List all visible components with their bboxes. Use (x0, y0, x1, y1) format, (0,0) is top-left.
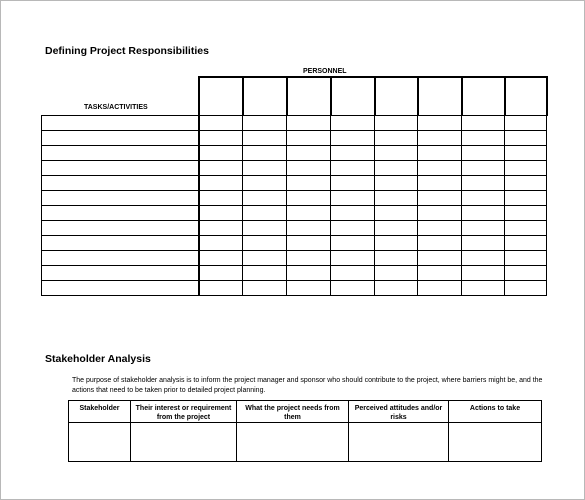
responsibility-cell[interactable] (505, 206, 547, 221)
responsibility-cell[interactable] (199, 206, 243, 221)
responsibility-cell[interactable] (287, 191, 331, 206)
responsibility-cell[interactable] (243, 236, 287, 251)
stakeholder-title: Stakeholder Analysis (45, 353, 151, 365)
responsibility-cell[interactable] (462, 176, 505, 191)
responsibility-cell[interactable] (418, 191, 462, 206)
responsibility-cell[interactable] (375, 281, 418, 296)
task-row (42, 116, 547, 131)
responsibility-cell[interactable] (375, 206, 418, 221)
responsibility-cell[interactable] (462, 266, 505, 281)
stakeholder-table (68, 400, 542, 462)
task-cell[interactable] (42, 221, 199, 236)
responsibility-cell[interactable] (287, 161, 331, 176)
responsibility-cell[interactable] (375, 251, 418, 266)
task-row (42, 221, 547, 236)
needs-header: What the project needs from them (237, 401, 349, 423)
responsibility-cell[interactable] (462, 251, 505, 266)
personnel-name-cell[interactable] (287, 77, 331, 116)
responsibility-cell[interactable] (199, 236, 243, 251)
personnel-name-cell[interactable] (505, 77, 547, 116)
responsibility-cell[interactable] (505, 236, 547, 251)
responsibility-cell[interactable] (199, 161, 243, 176)
responsibility-cell[interactable] (331, 281, 375, 296)
task-cell[interactable] (42, 116, 199, 131)
task-cell[interactable] (42, 191, 199, 206)
responsibility-cell[interactable] (199, 176, 243, 191)
responsibility-cell[interactable] (331, 176, 375, 191)
responsibility-cell[interactable] (418, 116, 462, 131)
responsibility-cell[interactable] (462, 221, 505, 236)
task-cell[interactable] (42, 146, 199, 161)
responsibility-cell[interactable] (418, 146, 462, 161)
responsibility-cell[interactable] (331, 251, 375, 266)
responsibility-cell[interactable] (375, 116, 418, 131)
stakeholder-cell[interactable] (131, 423, 237, 462)
responsibility-cell[interactable] (375, 131, 418, 146)
responsibility-cell[interactable] (462, 146, 505, 161)
task-cell[interactable] (42, 176, 199, 191)
responsibility-cell[interactable] (243, 206, 287, 221)
task-row (42, 191, 547, 206)
responsibility-cell[interactable] (505, 161, 547, 176)
responsibility-cell[interactable] (199, 251, 243, 266)
responsibility-cell[interactable] (331, 131, 375, 146)
responsibility-cell[interactable] (505, 191, 547, 206)
task-cell[interactable] (42, 266, 199, 281)
responsibility-cell[interactable] (418, 176, 462, 191)
responsibility-cell[interactable] (243, 146, 287, 161)
task-row (42, 176, 547, 191)
responsibility-cell[interactable] (505, 221, 547, 236)
responsibility-cell[interactable] (375, 191, 418, 206)
responsibility-cell[interactable] (243, 161, 287, 176)
stakeholder-header: Stakeholder (69, 401, 131, 423)
responsibility-cell[interactable] (505, 266, 547, 281)
responsibility-cell[interactable] (505, 251, 547, 266)
attitudes-header: Perceived attitudes and/or risks (349, 401, 449, 423)
personnel-label: PERSONNEL (303, 68, 347, 75)
task-cell[interactable] (42, 206, 199, 221)
task-cell[interactable] (42, 251, 199, 266)
responsibility-cell[interactable] (287, 116, 331, 131)
responsibility-cell[interactable] (287, 146, 331, 161)
personnel-name-cell[interactable] (331, 77, 375, 116)
personnel-name-cell[interactable] (462, 77, 505, 116)
personnel-name-cell[interactable] (199, 77, 243, 116)
responsibility-cell[interactable] (375, 146, 418, 161)
responsibility-cell[interactable] (243, 176, 287, 191)
responsibility-cell[interactable] (199, 116, 243, 131)
responsibility-cell[interactable] (505, 281, 547, 296)
interest-header: Their interest or requirement from the project (131, 401, 237, 423)
responsibility-cell[interactable] (199, 131, 243, 146)
responsibility-cell[interactable] (418, 161, 462, 176)
responsibility-cell[interactable] (199, 281, 243, 296)
stakeholder-cell[interactable] (349, 423, 449, 462)
responsibility-cell[interactable] (243, 131, 287, 146)
responsibility-cell[interactable] (505, 176, 547, 191)
stakeholder-cell[interactable] (237, 423, 349, 462)
stakeholder-intro: The purpose of stakeholder analysis is to inform the project manager and sponsor who should contribute to the project, where barriers might be, and the actions that need to be taken prior to detailed project planning. (72, 377, 543, 394)
responsibility-cell[interactable] (418, 221, 462, 236)
responsibility-cell[interactable] (462, 161, 505, 176)
responsibility-cell[interactable] (287, 266, 331, 281)
personnel-name-cell[interactable] (243, 77, 287, 116)
responsibility-cell[interactable] (418, 236, 462, 251)
responsibility-cell[interactable] (331, 206, 375, 221)
responsibility-cell[interactable] (243, 266, 287, 281)
tasks-activities-label: TASKS/ACTIVITIES (84, 104, 148, 111)
task-row (42, 206, 547, 221)
task-row (42, 236, 547, 251)
actions-header: Actions to take (449, 401, 542, 423)
responsibility-cell[interactable] (505, 131, 547, 146)
responsibility-cell[interactable] (331, 161, 375, 176)
responsibility-cell[interactable] (462, 206, 505, 221)
responsibility-cell[interactable] (331, 191, 375, 206)
responsibility-cell[interactable] (462, 131, 505, 146)
responsibility-cell[interactable] (331, 146, 375, 161)
responsibility-cell[interactable] (505, 146, 547, 161)
responsibility-cell[interactable] (462, 191, 505, 206)
responsibility-cell[interactable] (287, 221, 331, 236)
task-cell[interactable] (42, 236, 199, 251)
responsibility-cell[interactable] (418, 206, 462, 221)
stakeholder-row (69, 423, 542, 462)
personnel-name-cell[interactable] (375, 77, 418, 116)
task-cell[interactable] (42, 281, 199, 296)
responsibility-cell[interactable] (375, 221, 418, 236)
responsibility-cell[interactable] (418, 266, 462, 281)
responsibility-cell[interactable] (505, 116, 547, 131)
responsibility-cell[interactable] (199, 266, 243, 281)
responsibility-cell[interactable] (462, 116, 505, 131)
stakeholder-cell[interactable] (69, 423, 131, 462)
task-cell[interactable] (42, 161, 199, 176)
responsibility-cell[interactable] (243, 251, 287, 266)
responsibility-cell[interactable] (418, 281, 462, 296)
responsibility-cell[interactable] (462, 281, 505, 296)
task-row (42, 161, 547, 176)
responsibility-cell[interactable] (243, 281, 287, 296)
task-row (42, 266, 547, 281)
task-row (42, 146, 547, 161)
responsibility-cell[interactable] (375, 161, 418, 176)
responsibility-cell[interactable] (331, 116, 375, 131)
personnel-header-row (42, 77, 547, 116)
task-row (42, 251, 547, 266)
responsibility-cell[interactable] (287, 281, 331, 296)
personnel-name-cell[interactable] (418, 77, 462, 116)
header-blank-cell (42, 77, 199, 116)
responsibility-cell[interactable] (331, 266, 375, 281)
responsibility-cell[interactable] (462, 236, 505, 251)
stakeholder-cell[interactable] (449, 423, 542, 462)
task-row (42, 281, 547, 296)
responsibility-cell[interactable] (243, 221, 287, 236)
responsibility-cell[interactable] (418, 251, 462, 266)
responsibility-cell[interactable] (287, 131, 331, 146)
responsibility-cell[interactable] (199, 191, 243, 206)
stakeholder-header-row (69, 401, 542, 423)
responsibility-cell[interactable] (287, 236, 331, 251)
responsibility-cell[interactable] (331, 236, 375, 251)
responsibility-cell[interactable] (287, 176, 331, 191)
responsibility-cell[interactable] (199, 146, 243, 161)
responsibility-cell[interactable] (418, 131, 462, 146)
task-cell[interactable] (42, 131, 199, 146)
responsibility-cell[interactable] (331, 221, 375, 236)
responsibility-cell[interactable] (375, 236, 418, 251)
responsibility-cell[interactable] (199, 221, 243, 236)
responsibility-cell[interactable] (243, 116, 287, 131)
responsibilities-title: Defining Project Responsibilities (45, 45, 209, 57)
responsibility-cell[interactable] (287, 206, 331, 221)
task-row (42, 131, 547, 146)
responsibilities-grid (41, 76, 548, 296)
responsibility-cell[interactable] (375, 266, 418, 281)
responsibility-cell[interactable] (375, 176, 418, 191)
responsibility-cell[interactable] (243, 191, 287, 206)
responsibility-cell[interactable] (287, 251, 331, 266)
